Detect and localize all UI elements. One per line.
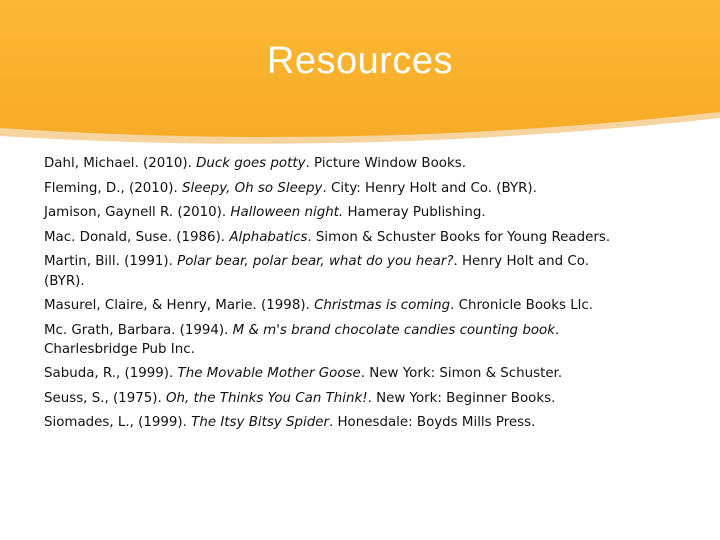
reference-author-year: Mc. Grath, Barbara. (1994).: [44, 322, 233, 338]
reference-title: Duck goes potty: [196, 156, 306, 171]
reference-title: The Movable Mother Goose: [177, 366, 361, 382]
reference-publisher: Hameray Publishing.: [343, 205, 486, 221]
reference-continuation: (BYR).: [44, 273, 85, 289]
reference-author-year: Fleming, D., (2010).: [44, 180, 183, 196]
reference-author-year: Seuss, S., (1975).: [44, 390, 166, 406]
reference-publisher: . New York: Simon & Schuster.: [360, 366, 563, 382]
slide-title: Resources: [266, 40, 454, 82]
reference-title: Halloween night.: [230, 205, 344, 221]
reference-item: [44, 177, 694, 202]
reference-item: [44, 201, 694, 226]
reference-item: [44, 250, 694, 292]
reference-publisher: . Simon & Schuster Books for Young Readers.: [307, 229, 611, 245]
reference-item: [44, 226, 694, 251]
reference-author-year: Siomades, L., (1999).: [44, 415, 192, 431]
reference-title: Oh, the Thinks You Can Think!: [166, 390, 368, 406]
reference-title: Polar bear, polar bear, what do you hear?: [177, 254, 454, 270]
reference-publisher: . Chronicle Books Llc.: [450, 297, 594, 313]
reference-publisher: .: [554, 322, 560, 338]
reference-item: [44, 362, 694, 387]
reference-author-year: Jamison, Gaynell R. (2010).: [44, 205, 231, 221]
reference-item: [44, 319, 694, 361]
reference-continuation: Charlesbridge Pub Inc.: [44, 342, 195, 358]
reference-title: Christmas is coming: [314, 297, 451, 313]
reference-item: [44, 411, 694, 436]
reference-item: [44, 152, 694, 177]
reference-author-year: Martin, Bill. (1991).: [44, 254, 178, 270]
reference-title: M & m's brand chocolate candies counting book: [232, 322, 555, 338]
reference-publisher: . Picture Window Books.: [305, 156, 466, 171]
reference-author-year: Dahl, Michael. (2010).: [44, 156, 197, 171]
reference-author-year: Sabuda, R., (1999).: [44, 366, 178, 382]
reference-title: Alphabatics: [229, 229, 308, 245]
reference-author-year: Mac. Donald, Suse. (1986).: [44, 229, 230, 245]
reference-item: [44, 387, 694, 412]
reference-publisher: . Henry Holt and Co.: [453, 254, 589, 270]
reference-publisher: . City: Henry Holt and Co. (BYR).: [322, 180, 537, 196]
reference-item: [44, 294, 694, 319]
reference-publisher: . New York: Beginner Books.: [367, 390, 556, 406]
reference-author-year: Masurel, Claire, & Henry, Marie. (1998).: [44, 297, 315, 313]
reference-publisher: . Honesdale: Boyds Mills Press.: [328, 415, 536, 431]
reference-title: The Itsy Bitsy Spider: [191, 415, 329, 431]
reference-list: [44, 152, 694, 436]
reference-title: Sleepy, Oh so Sleepy: [182, 180, 323, 196]
